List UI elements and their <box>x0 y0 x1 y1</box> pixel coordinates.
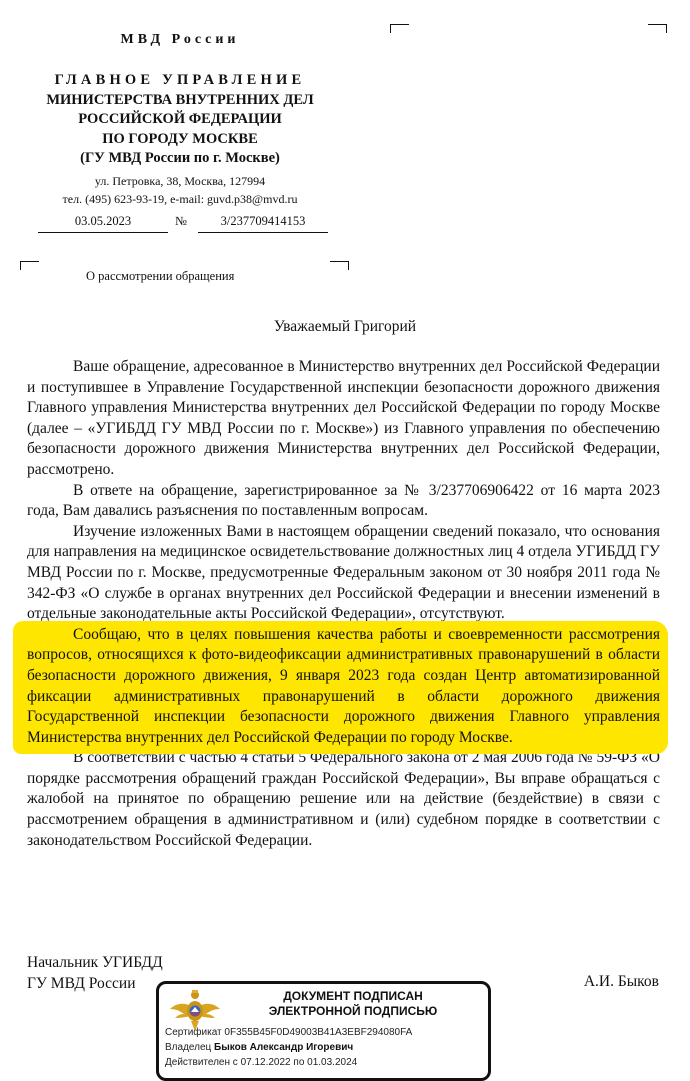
owner-line <box>165 1042 353 1053</box>
postal-address: ул. Петровка, 38, Москва, 127994 <box>94 174 266 188</box>
signatory-name: А.И. Быков <box>583 973 659 990</box>
contact-block <box>0 172 360 208</box>
org-line: ПО ГОРОДУ МОСКВЕ <box>102 130 258 147</box>
corner-mark-subject-left <box>20 261 39 270</box>
highlighted-section <box>27 625 660 749</box>
greeting: Уважаемый Григорий <box>273 318 417 335</box>
certificate-label: Сертификат <box>165 1027 222 1038</box>
org-line: МИНИСТЕРСТВА ВНУТРЕННИХ ДЕЛ <box>46 91 314 108</box>
owner-label: Владелец <box>165 1042 212 1053</box>
signatory-title <box>27 952 163 994</box>
number-sign: № <box>175 214 187 228</box>
phone-email: тел. (495) 623-93-19, e-mail: guvd.p38@mvd.ru <box>62 192 298 206</box>
highlighted-paragraph: Сообщаю, что в целях повышения качества работы и своевременности рассмотрения вопросов, относящихся к фото-видеофиксации административных правонарушений в области безопасности дорожного движения, 9 января 2023 года создан Центр автоматизированной фиксации административных правонарушений в области дорожного движения Государственной инспекции безопасности дорожного движения Главного управления Министерства внутренних дел Российской Федерации по городу Москве. <box>27 625 660 749</box>
organization-name <box>0 71 360 169</box>
stamp-heading <box>231 989 475 1019</box>
registration-date: 03.05.2023 <box>38 214 168 233</box>
corner-mark-top-left <box>390 24 409 33</box>
paragraph: В соответствии с частью 4 статьи 5 Федерального закона от 2 мая 2006 года № 59-ФЗ «О порядке рассмотрения обращений граждан Российской Федерации», Вы вправе обращаться с жалобой на принятое по обращению решение или на действие (бездействие) в связи с рассмотрением обращения в административном и (или) судебном порядке в соответствии с законодательством Российской Федерации. <box>27 749 660 849</box>
ministry-short-name: МВД России <box>120 32 240 47</box>
letter-subject: О рассмотрении обращения <box>86 269 235 283</box>
certificate-line <box>165 1027 412 1038</box>
registration-number: 3/237709414153 <box>198 214 328 233</box>
stamp-heading-line: ЭЛЕКТРОННОЙ ПОДПИСЬЮ <box>268 1004 438 1018</box>
letter-body <box>27 357 660 851</box>
corner-mark-top-right <box>648 24 667 33</box>
electronic-signature-stamp <box>156 981 491 1081</box>
org-line: РОССИЙСКОЙ ФЕДЕРАЦИИ <box>78 111 282 127</box>
org-line: ГЛАВНОЕ УПРАВЛЕНИЕ <box>54 72 306 88</box>
paragraph: Изучение изложенных Вами в настоящем обращении сведений показало, что основания для направления на медицинское освидетельствование должностных лиц 4 отдела УГИБДД ГУ МВД России по г. Москве, предусмотренные Федеральным законом от 30 ноября 2011 года № 342-ФЗ «О службе в органах внутренних дел Российской Федерации и внесении изменений в отдельные законодательные акты Российской Федерации», отсутствуют. <box>27 522 660 623</box>
corner-mark-subject-right <box>330 261 349 270</box>
paragraph: Ваше обращение, адресованное в Министерство внутренних дел Российской Федерации и поступившее в Управление Государственной инспекции безопасности дорожного движения Главного управления Министерства внутренних дел Российской Федерации по городу Москве (далее – «УГИБДД ГУ МВД России по г. Москве») из Главного управления по обеспечению безопасности дорожного движения Министерства внутренних дел Российской Федерации, рассмотрено. <box>27 358 660 478</box>
signatory-title-line: ГУ МВД России <box>27 975 136 992</box>
org-line: (ГУ МВД России по г. Москве) <box>80 150 280 166</box>
validity-line: Действителен с 07.12.2022 по 01.03.2024 <box>165 1057 358 1068</box>
owner-value: Быков Александр Игоревич <box>214 1042 354 1053</box>
certificate-value: 0F355B45F0D49003B41A3EBF294080FA <box>224 1027 413 1038</box>
signatory-title-line: Начальник УГИБДД <box>27 954 163 971</box>
paragraph: В ответе на обращение, зарегистрированное за № 3/237706906422 от 16 марта 2023 года, Вам давались разъяснения по поставленным вопросам. <box>27 481 660 520</box>
stamp-heading-line: ДОКУМЕНТ ПОДПИСАН <box>283 989 423 1003</box>
